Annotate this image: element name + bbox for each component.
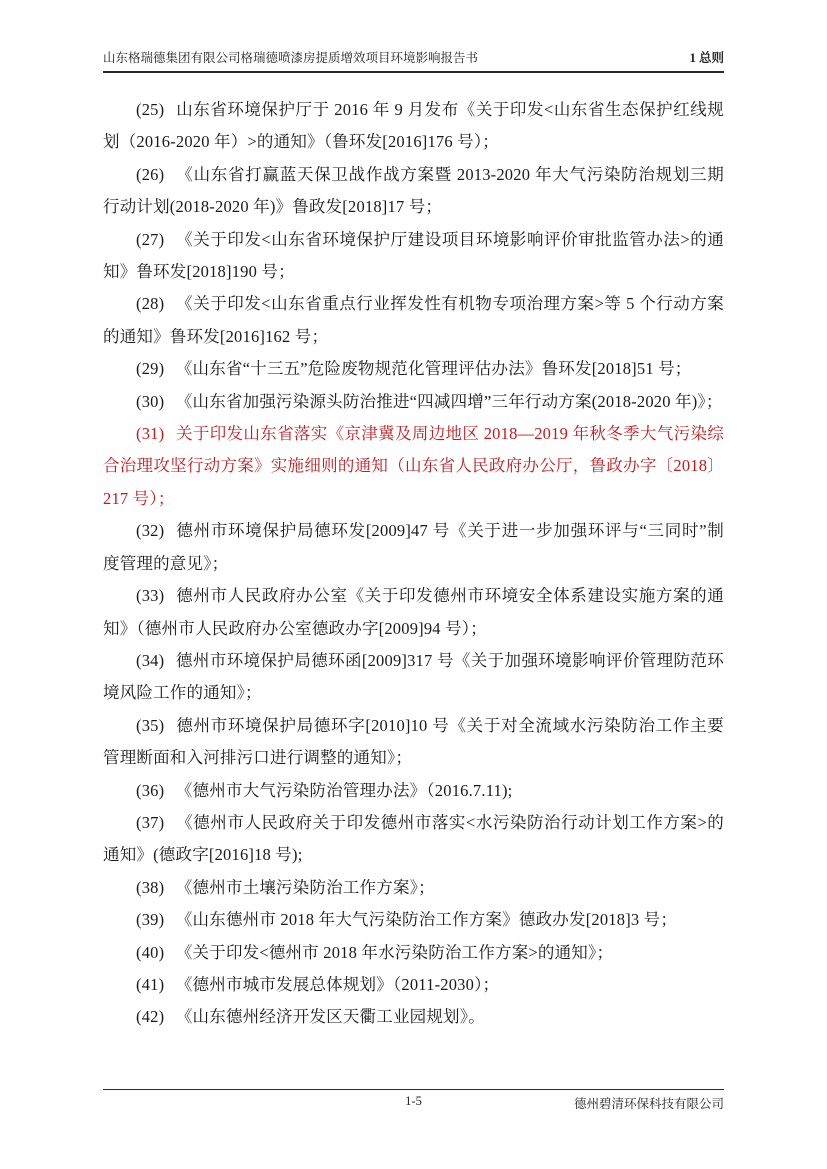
item-number: (38) (136, 877, 165, 897)
page-footer (103, 1094, 724, 1114)
list-item-31-highlighted (103, 418, 724, 515)
item-number: (25) (136, 100, 165, 119)
list-item-26 (103, 159, 724, 224)
item-number: (35) (136, 715, 165, 735)
item-text: 《山东省打赢蓝天保卫战作战方案暨 2013-2020 年大气污染防治规划三期行动计划(2018-2020 年)》鲁政发[2018]17 号； (103, 164, 724, 217)
list-item-32 (103, 515, 724, 580)
list-item-42 (103, 1001, 724, 1033)
item-text: 《山东省加强污染源头防治推进“四减四增”三年行动方案(2018-2020 年)》； (175, 391, 723, 411)
item-text: 《德州市大气污染防治管理办法》（2016.7.11); (175, 780, 513, 800)
list-item-41 (103, 969, 724, 1001)
item-number: (28) (136, 294, 165, 314)
item-number: (29) (136, 359, 165, 379)
item-text: 《关于印发<山东省重点行业挥发性有机物专项治理方案>等 5 个行动方案的通知》鲁环发[2016]162 号； (103, 294, 724, 346)
list-item-40 (103, 937, 724, 969)
item-number: (40) (136, 942, 165, 962)
list-item-39 (103, 904, 724, 936)
item-text: 《关于印发<德州市 2018 年水污染防治工作方案>的通知》； (175, 942, 614, 962)
item-text: 《山东德州市 2018 年大气污染防治工作方案》德政办发[2018]3 号； (175, 910, 678, 930)
list-item-38 (103, 872, 724, 904)
list-item-35 (103, 710, 724, 775)
list-item-28 (103, 288, 724, 353)
item-number: (26) (136, 164, 165, 184)
item-number: (36) (136, 780, 165, 800)
item-text: 《德州市城市发展总体规划》（2011-2030）； (175, 974, 500, 994)
item-text: 德州市环境保护局德环字[2010]10 号《关于对全流域水污染防治工作主要管理断面和入河排污口进行调整的通知》； (103, 715, 724, 768)
item-number: (42) (136, 1007, 165, 1027)
item-text: 山东省环境保护厅于 2016 年 9 月发布《关于印发<山东省生态保护红线规划（2016-2020 年）>的通知》（鲁环发[2016]176 号）； (103, 100, 724, 152)
list-item-25 (103, 94, 724, 159)
footer-company-name: 德州碧清环保科技有限公司 (573, 1097, 724, 1111)
item-number: (34) (136, 650, 165, 670)
page-header (103, 48, 724, 73)
document-body (103, 94, 724, 1034)
item-text: 《山东德州经济开发区天衢工业园规划》。 (175, 1007, 485, 1027)
item-number: (30) (136, 391, 165, 411)
list-item-29 (103, 353, 724, 385)
list-item-37 (103, 807, 724, 872)
header-section-label: 1 总则 (689, 51, 724, 65)
list-item-34 (103, 645, 724, 710)
header-title: 山东格瑞德集团有限公司格瑞德喷漆房提质增效项目环境影响报告书 (103, 51, 479, 65)
item-text: 《山东省“十三五”危险废物规范化管理评估办法》鲁环发[2018]51 号； (175, 359, 692, 379)
list-item-30 (103, 386, 724, 418)
item-number: (39) (136, 910, 165, 930)
item-number: (37) (136, 812, 165, 832)
list-item-36 (103, 775, 724, 807)
item-number: (41) (136, 974, 165, 994)
item-text: 《德州市人民政府关于印发德州市落实<水污染防治行动计划工作方案>的通知》(德政字[2016]18 号); (103, 812, 724, 865)
item-text: 德州市环境保护局德环函[2009]317 号《关于加强环境影响评价管理防范环境风险工作的通知》； (103, 650, 724, 703)
item-text: 《关于印发<山东省环境保护厅建设项目环境影响评价审批监管办法>的通知》鲁环发[2018]190 号； (103, 229, 724, 282)
list-item-27 (103, 224, 724, 289)
item-text: 德州市环境保护局德环发[2009]47 号《关于进一步加强环评与“三同时”制度管理的意见》； (103, 521, 724, 573)
item-text: 德州市人民政府办公室《关于印发德州市环境安全体系建设实施方案的通知》（德州市人民政府办公室德政办字[2009]94 号）； (103, 586, 724, 638)
item-number: (33) (136, 586, 165, 606)
item-text: 《德州市土壤污染防治工作方案》； (175, 877, 435, 897)
list-item-33 (103, 580, 724, 645)
page-number: 1-5 (405, 1094, 422, 1108)
item-number: (32) (136, 521, 165, 541)
item-number: (31) (136, 424, 165, 444)
item-text: 关于印发山东省落实《京津冀及周边地区 2018—2019 年秋冬季大气污染综合治理攻坚行动方案》实施细则的通知（山东省人民政府办公厅，鲁政办字〔2018〕217 号）； (103, 424, 724, 508)
item-number: (27) (136, 229, 165, 249)
footer-divider (103, 1089, 724, 1090)
